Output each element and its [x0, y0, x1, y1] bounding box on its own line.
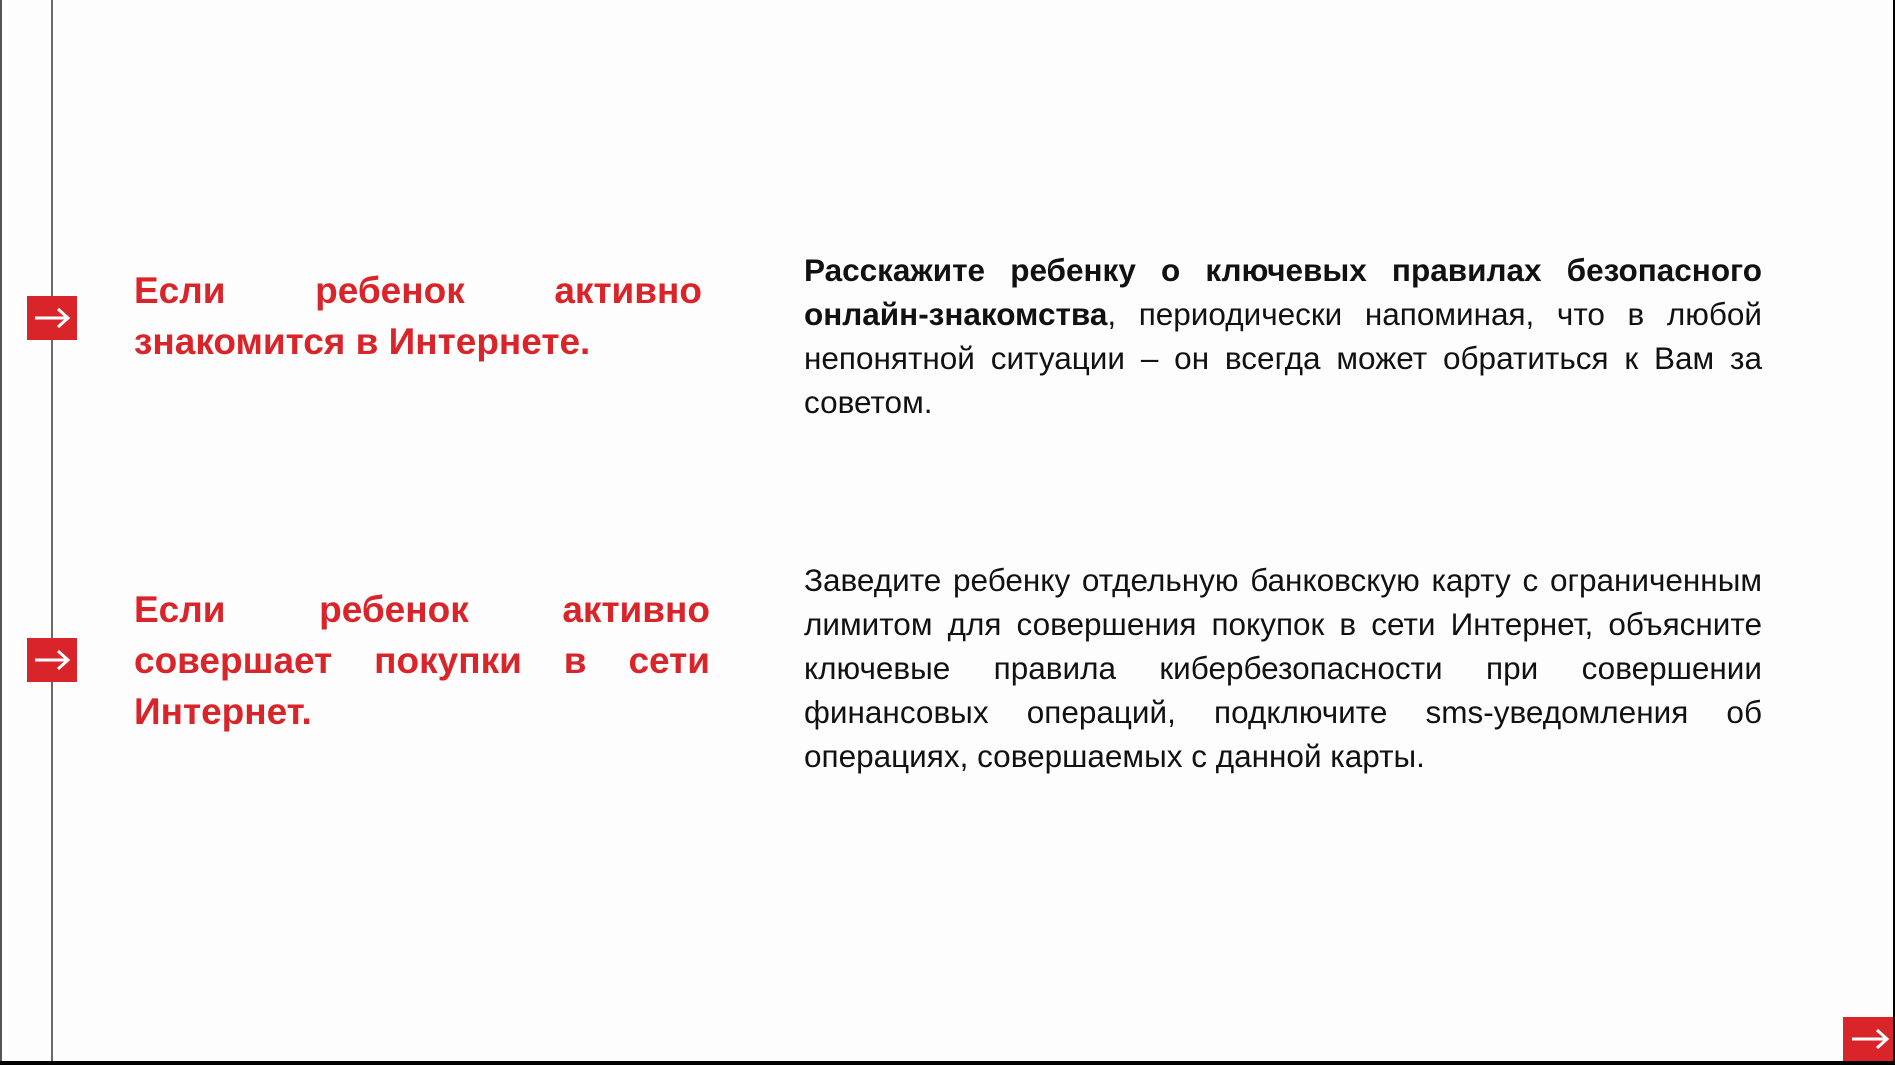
next-slide-button[interactable]	[1843, 1017, 1893, 1061]
situation-heading: Если ребенок активно знакомится в Интернете.	[134, 270, 702, 362]
arrow-right-icon	[1843, 1017, 1893, 1061]
situation-heading: Если ребенок активно совершает покупки в сети Интернет.	[134, 589, 710, 732]
advice-emphasis: Расскажите ребенку о ключевых правилах безопасного онлайн-знакомства	[804, 252, 1762, 332]
vertical-divider	[51, 0, 53, 1061]
advice-continuation: , периодически напоминая, что в любой непонятной ситуации – он всегда может обратиться к Вам за советом.	[804, 296, 1762, 420]
arrow-right-icon	[27, 296, 77, 340]
advice-text	[804, 248, 1762, 424]
advice-continuation: Заведите ребенку отдельную банковскую карту с ограниченным лимитом для совершения покупок в сети Интернет, объясните ключевые правила кибербезопасности при совершении финансовых операций, подключите sms-уведомления об операциях, совершаемых с данной карты.	[804, 562, 1762, 774]
arrow-right-icon	[27, 638, 77, 682]
advice-text	[804, 558, 1762, 778]
